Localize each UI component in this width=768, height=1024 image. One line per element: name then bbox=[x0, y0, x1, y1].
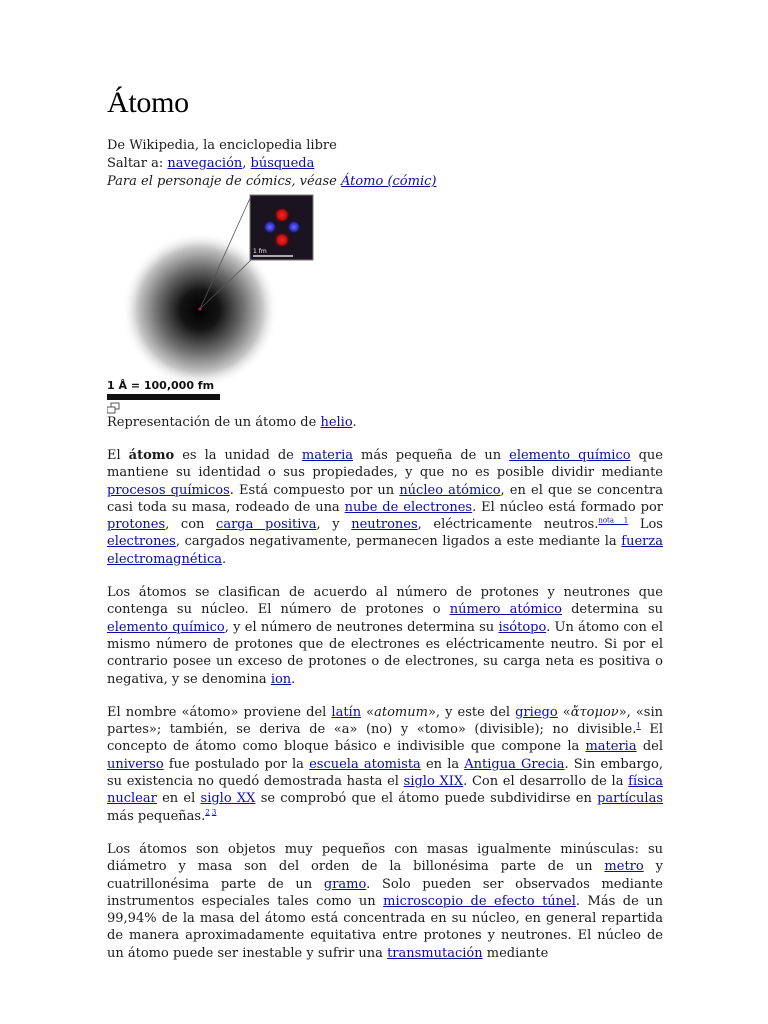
text-run: más pequeña de un bbox=[353, 448, 510, 463]
paragraph bbox=[107, 704, 663, 825]
article-link[interactable]: procesos químicos bbox=[107, 482, 230, 498]
superscript bbox=[598, 517, 628, 525]
article-link[interactable]: materia bbox=[585, 739, 637, 755]
text-run: « bbox=[557, 704, 571, 720]
text-run: . Sin embargo, su existencia no quedó demostrada hasta el bbox=[107, 756, 663, 790]
reference-link[interactable]: 3 bbox=[211, 808, 217, 817]
text-run: del bbox=[636, 739, 663, 755]
text-run: , en el que se concentra casi toda su masa, rodeado de una bbox=[107, 482, 663, 515]
text-run: más pequeñas. bbox=[107, 808, 206, 824]
scale-bar bbox=[107, 379, 220, 400]
text-run: . bbox=[221, 551, 227, 567]
article-link[interactable]: materia bbox=[301, 448, 353, 463]
text-run: fue postulado por la bbox=[163, 756, 310, 772]
article-link[interactable]: fuerza electromagnética bbox=[107, 534, 663, 567]
article-link[interactable]: electrones bbox=[107, 534, 176, 550]
article-link[interactable]: transmutación bbox=[387, 945, 483, 961]
text-run: Los átomos se clasifican de acuerdo al número de protones y neutrones que contenga su núcleo. El número de protones o bbox=[107, 585, 663, 618]
text-run: , cargados negativamente, permanecen ligados a este mediante la bbox=[175, 534, 622, 550]
article-body bbox=[107, 447, 663, 978]
page-title: Átomo bbox=[107, 86, 189, 119]
scale-label: 1 Å = 100,000 fm bbox=[107, 379, 215, 392]
reference-link[interactable]: 1 bbox=[636, 721, 641, 730]
text-run: se comprobó que el átomo puede subdividirse en bbox=[255, 791, 598, 807]
reference-link[interactable]: 2 bbox=[205, 808, 210, 817]
text-run: . El núcleo está formado por bbox=[472, 499, 663, 515]
figure-caption bbox=[107, 414, 357, 432]
search-link[interactable]: búsqueda bbox=[250, 156, 315, 171]
text-run: , y el número de neutrones determina su bbox=[224, 619, 499, 635]
hatnote bbox=[107, 173, 436, 191]
caption-link[interactable]: helio bbox=[320, 415, 353, 430]
text-run: », «sin partes»; también, se deriva de «a» (no) y «tomo» (divisible); no divisible. bbox=[107, 704, 663, 738]
article-link[interactable]: número atómico bbox=[449, 602, 562, 618]
text-run: El bbox=[107, 448, 129, 463]
article-link[interactable]: metro bbox=[604, 859, 644, 875]
text-run: , eléctricamente neutros. bbox=[417, 517, 599, 533]
text-run: . Está compuesto por un bbox=[229, 482, 400, 498]
superscript bbox=[212, 808, 216, 816]
inset-scale-label: 1 fm bbox=[253, 248, 267, 255]
text-run: . Más de un 99,94% de la masa del átomo está concentrada en su núcleo, en general repartida de manera aproximadamente equitativa entre protones y neutrones. El núcleo de un átomo puede ser inestable y sufrir una bbox=[107, 893, 663, 961]
text-run: . Solo pueden ser observados mediante instrumentos especiales tales como un bbox=[107, 876, 663, 909]
article-link[interactable]: griego bbox=[515, 704, 558, 720]
article-link[interactable]: escuela atomista bbox=[309, 756, 421, 772]
jump-separator: , bbox=[242, 156, 251, 171]
article-link[interactable]: elemento químico bbox=[509, 448, 631, 463]
paragraph bbox=[107, 841, 663, 962]
article-link[interactable]: nube de electrones bbox=[344, 499, 473, 515]
article-link[interactable]: isótopo bbox=[498, 619, 547, 635]
article-link[interactable]: gramo bbox=[323, 876, 367, 892]
article-link[interactable]: microscopio de efecto túnel bbox=[383, 893, 576, 909]
text-run: . Con el desarrollo de la bbox=[463, 774, 629, 790]
hatnote-prefix: Para el personaje de cómics, véase bbox=[107, 174, 341, 189]
text-run: , y bbox=[316, 517, 352, 533]
text-run: en la bbox=[420, 756, 465, 772]
text-run: que mantiene su identidad o sus propiedades, y que no es posible dividir mediante bbox=[107, 448, 663, 481]
article-link[interactable]: elemento químico bbox=[107, 619, 225, 635]
paragraph bbox=[107, 584, 663, 688]
hatnote-link[interactable]: Átomo (cómic) bbox=[340, 174, 437, 189]
text-run: en el bbox=[156, 791, 201, 807]
article-link[interactable]: universo bbox=[107, 756, 164, 772]
article-link[interactable]: siglo XIX bbox=[403, 774, 464, 790]
source-line: De Wikipedia, la enciclopedia libre bbox=[107, 138, 337, 153]
atom-figure bbox=[107, 192, 407, 432]
article-link[interactable]: carga positiva bbox=[216, 517, 317, 533]
article-link[interactable]: ion bbox=[270, 671, 292, 687]
paragraph bbox=[107, 447, 663, 568]
text-run: », y este del bbox=[427, 704, 516, 720]
nucleus-inset bbox=[250, 195, 313, 260]
text-run: El nombre «átomo» proviene del bbox=[107, 704, 332, 720]
bold-term: átomo bbox=[128, 448, 175, 463]
article-link[interactable]: Antigua Grecia bbox=[464, 756, 565, 772]
text-run: es la unidad de bbox=[174, 448, 302, 463]
article-link[interactable]: protones bbox=[107, 517, 166, 533]
italic-term: atomum bbox=[374, 704, 428, 720]
text-run: mediante bbox=[482, 945, 549, 961]
jump-links bbox=[107, 155, 436, 173]
text-run: Los átomos son objetos muy pequeños con masas igualmente minúsculas: su diámetro y masa son del orden de la billonésima parte de un bbox=[107, 841, 663, 875]
text-run: . bbox=[291, 671, 296, 687]
article-link[interactable]: siglo XX bbox=[200, 791, 256, 807]
article-link[interactable]: partículas bbox=[597, 791, 663, 807]
article-link[interactable]: núcleo atómico bbox=[399, 482, 501, 498]
text-run: . Un átomo con el mismo número de protones que de electrones es eléctricamente neutro. Si por el contrario posee un exceso de protones o de electrones, su carga neta es positiva o negativa, y se denomina bbox=[107, 619, 664, 687]
article-link[interactable]: latín bbox=[331, 704, 362, 720]
italic-term: ἄτομον bbox=[570, 704, 619, 720]
article-link[interactable]: física nuclear bbox=[107, 774, 663, 807]
article-link[interactable]: neutrones bbox=[351, 517, 418, 533]
text-run: El concepto de átomo como bloque básico e indivisible que compone la bbox=[107, 722, 663, 755]
article-meta bbox=[107, 137, 436, 191]
jump-prefix: Saltar a: bbox=[107, 156, 168, 171]
text-run: y cuatrillonésima parte de un bbox=[107, 859, 663, 892]
reference-link[interactable]: nota 1 bbox=[598, 516, 629, 525]
text-run: determina su bbox=[562, 602, 663, 618]
caption-prefix: Representación de un átomo de bbox=[107, 415, 321, 430]
navigation-link[interactable]: navegación bbox=[167, 156, 243, 171]
text-run: « bbox=[361, 704, 375, 720]
text-run: , con bbox=[165, 517, 217, 533]
caption-suffix: . bbox=[352, 415, 357, 430]
text-run: Los bbox=[628, 517, 663, 533]
enlarge-icon[interactable] bbox=[107, 403, 119, 413]
helium-atom-illustration bbox=[107, 192, 407, 432]
